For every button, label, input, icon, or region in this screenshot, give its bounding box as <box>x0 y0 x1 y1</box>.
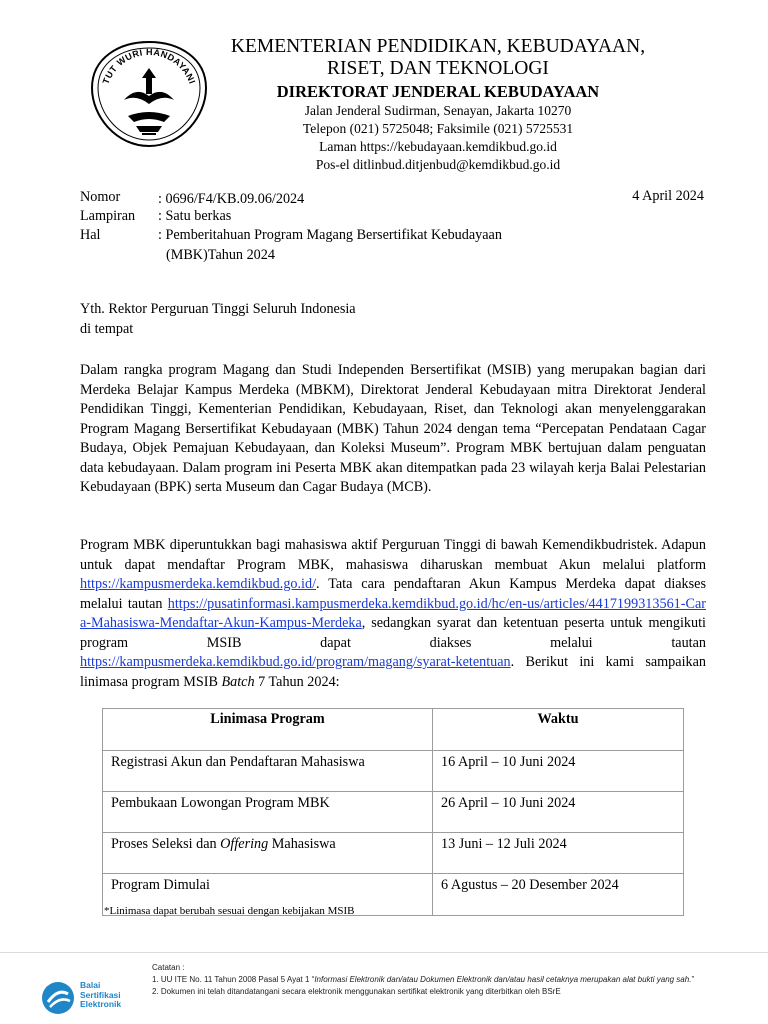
address: Jalan Jenderal Sudirman, Senayan, Jakarta 10270 <box>304 103 572 118</box>
bsre-line-2: Sertifikasi <box>80 989 121 1000</box>
website: Laman https://kebudayaan.kemdikbud.go.id <box>319 139 557 154</box>
ministry-line-1: KEMENTERIAN PENDIDIKAN, KEBUDAYAAN, <box>230 36 646 57</box>
table-header-row <box>103 709 684 751</box>
note1-b: ” <box>691 975 695 984</box>
col-header-waktu: Waktu <box>433 709 684 751</box>
phone: Telepon (021) 5725048; Faksimile (021) 5725531 <box>302 121 574 136</box>
email: Pos-el ditlinbud.ditjenbud@kemdikbud.go.id <box>315 157 561 172</box>
nomor-label: Nomor <box>80 189 121 205</box>
row-program-b: Mahasiswa <box>268 836 336 852</box>
row-waktu: 6 Agustus – 20 Desember 2024 <box>433 874 684 916</box>
lampiran-value: : Satu berkas <box>158 208 232 224</box>
p1-theme: Percepatan Pendataan Cagar Budaya, Objek Pemajuan Kebudayaan, dan Koleksi Museum <box>80 420 706 456</box>
note1-a: 1. UU ITE No. 11 Tahun 2008 Pasal 5 Ayat 1 “ <box>152 975 315 984</box>
syarat-ketentuan-link[interactable]: https://kampusmerdeka.kemdikbud.go.id/program/magang/syarat-ketentuan <box>80 654 511 670</box>
table-row <box>103 833 684 874</box>
bsre-line-3: Elektronik <box>80 999 122 1009</box>
pusat-informasi-link[interactable]: https://pusatinformasi.kampusmerdeka.kemdikbud.go.id/hc/en-us/articles/4417199313561-Cara-Mahasiswa-Mendaftar-Akun-Kampus-Merdeka <box>80 595 706 631</box>
body-paragraph-1 <box>80 361 706 498</box>
p1-text-b: ”. Program MBK bertujuan dalam penguatan data kebudayaan. Dalam program ini Peserta MBK akan ditempatkan pada 23 wilayah kerja Balai Pelestarian Kebudayaan (BPK) serta Museum dan Cagar Budaya (MCB). <box>80 440 706 495</box>
hal-value-line-1: : Pemberitahuan Program Magang Bersertifikat Kebudayaan <box>158 227 502 243</box>
hal-value-line-2: (MBK)Tahun 2024 <box>166 247 275 263</box>
schedule-table <box>102 708 684 916</box>
row-waktu: 13 Juni – 12 Juli 2024 <box>433 833 684 874</box>
row-waktu: 16 April – 10 Juni 2024 <box>433 751 684 792</box>
p2-text-e: 7 Tahun 2024: <box>254 673 340 690</box>
letter-meta <box>0 188 600 268</box>
p1-text-a: Dalam rangka program Magang dan Studi Independen Bersertifikat (MSIB) yang merupakan bagian dari Merdeka Belajar Kampus Merdeka (MBKM), Direktorat Jenderal Kebudayaan mitra Direktorat Jenderal Pendidikan Tinggi, Kementerian Pendidikan, Kebudayaan, Riset, dan Teknologi akan menyelenggarakan Program Magang Bersertifikat Kebudayaan (MBK) Tahun 2024 dengan tema “ <box>80 362 706 437</box>
bsre-logo-text <box>80 981 121 1010</box>
row-program: Registrasi Akun dan Pendaftaran Mahasiswa <box>103 751 433 792</box>
p2-text-d: . Berikut ini kami sampaikan linimasa program MSIB <box>80 654 706 690</box>
kampus-merdeka-link[interactable]: https://kampusmerdeka.kemdikbud.go.id/ <box>80 576 317 592</box>
footer-divider <box>0 952 768 953</box>
recipient-line-1: Yth. Rektor Perguruan Tinggi Seluruh Indonesia <box>80 301 356 317</box>
bsre-logo-icon <box>40 980 76 1016</box>
letter-date: 4 April 2024 <box>632 188 704 204</box>
note1-italic: Informasi Elektronik dan/atau Dokumen Elektronik dan/atau hasil cetaknya merupakan alat bukti yang sah. <box>314 975 692 984</box>
recipient-line-2: di tempat <box>80 320 134 337</box>
footer-note-2: 2. Dokumen ini telah ditandatangani secara elektronik menggunakan sertifikat elektronik yang diterbitkan oleh BSrE <box>152 987 561 996</box>
lampiran-label: Lampiran <box>80 208 136 224</box>
table-row <box>103 751 684 792</box>
table-row <box>103 792 684 833</box>
recipient <box>80 300 706 339</box>
ministry-name <box>218 36 658 80</box>
row-program: Program Dimulai <box>103 874 433 916</box>
directorate-name: DIREKTORAT JENDERAL KEBUDAYAAN <box>276 82 600 101</box>
tut-wuri-handayani-logo <box>84 38 214 150</box>
row-waktu: 26 April – 10 Juni 2024 <box>433 792 684 833</box>
logo-motto: TUT WURI HANDAYANI <box>100 46 198 86</box>
col-header-program: Linimasa Program <box>103 709 433 751</box>
bsre-line-1: Balai <box>80 980 101 990</box>
p2-batch: Batch <box>221 673 255 690</box>
footer-note-1 <box>152 974 752 986</box>
p2-text-c: , sedangkan syarat dan ketentuan peserta untuk mengikuti program MSIB dapat diakses melalui tautan <box>80 615 706 651</box>
p2-text-a: Program MBK diperuntukkan bagi mahasiswa aktif Perguruan Tinggi di bawah Kemendikbudristek. Adapun untuk dapat mendaftar Program MBK, mahasiswa diharuskan membuat Akun melalui platform <box>80 537 706 573</box>
catatan-label: Catatan : <box>152 963 185 972</box>
row-program-italic: Offering <box>220 836 269 852</box>
p2-text-b: . Tata cara pendaftaran Akun Kampus Merdeka dapat diakses melalui tautan <box>80 576 706 612</box>
nomor-value: : 0696/F4/KB.09.06/2024 <box>158 191 305 207</box>
footer-notes <box>152 962 752 998</box>
body-paragraph-2 <box>80 536 706 692</box>
schedule-note: *Linimasa dapat berubah sesuai dengan kebijakan MSIB <box>104 905 355 917</box>
row-program: Pembukaan Lowongan Program MBK <box>103 792 433 833</box>
row-program-a: Proses Seleksi dan <box>111 836 221 852</box>
ministry-line-2: RISET, DAN TEKNOLOGI <box>327 58 549 79</box>
hal-label: Hal <box>80 227 101 243</box>
row-program <box>103 833 433 874</box>
